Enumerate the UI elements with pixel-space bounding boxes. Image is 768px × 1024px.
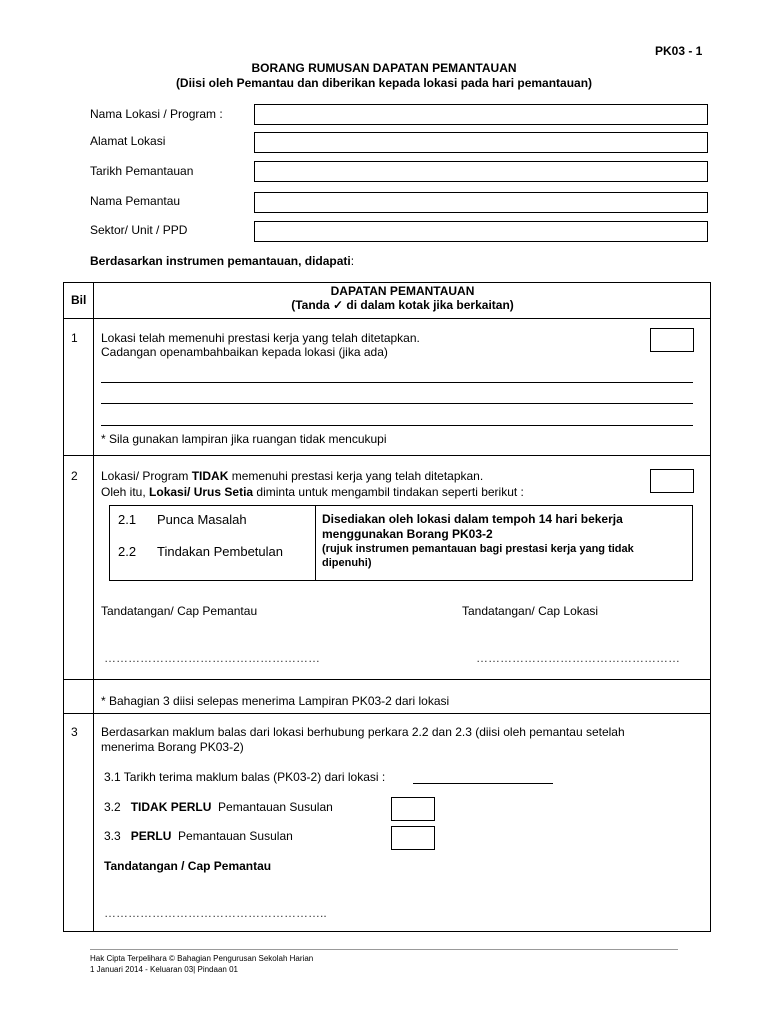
feedback-date-field[interactable] (413, 783, 553, 784)
item-3-3-label: 3.3 PERLU Pemantauan Susulan (104, 829, 293, 843)
column-header-instruction: (Tanda ✓ di dalam kotak jika berkaitan) (291, 298, 514, 312)
field-label-sektor: Sektor/ Unit / PPD (90, 223, 188, 237)
row-2-number: 2 (71, 469, 78, 483)
row-divider-2 (63, 679, 711, 680)
row-1-note: * Sila gunakan lampiran jika ruangan tidak mencukupi (101, 432, 387, 446)
signature-label-pemantau-3: Tandatangan / Cap Pemantau (104, 859, 272, 873)
column-header-dapatan: DAPATAN PEMANTAUAN (330, 284, 475, 298)
action-box-divider (315, 505, 316, 581)
column-header-bil: Bil (71, 293, 87, 307)
item-3-1-label: 3.1 Tarikh terima maklum balas (PK03-2) dari lokasi : (104, 770, 386, 784)
signature-line-pemantau-3[interactable]: ……………………………………………….. (104, 906, 327, 920)
footer-divider (90, 949, 678, 950)
suggestion-line-2[interactable] (101, 403, 693, 404)
footer-copyright: Hak Cipta Terpelihara © Bahagian Pengurusan Sekolah Harian (90, 954, 314, 963)
row-3-text-line1: Berdasarkan maklum balas dari lokasi berhubung perkara 2.2 dan 2.3 (diisi oleh pemantau setelah (101, 725, 625, 739)
perlu-checkbox[interactable] (391, 826, 435, 850)
item-2-1-label: Punca Masalah (157, 512, 247, 527)
signature-line-pemantau[interactable]: ……………………………………………… (104, 651, 320, 665)
signature-label-lokasi: Tandatangan/ Cap Lokasi (462, 604, 599, 618)
instruction-line-3: (rujuk instrumen pemantauan bagi prestasi kerja yang tidak (322, 543, 634, 555)
alamat-lokasi-field[interactable] (254, 132, 708, 153)
suggestion-line-3[interactable] (101, 425, 693, 426)
item-2-1-number: 2.1 (118, 512, 137, 527)
suggestion-line-1[interactable] (101, 382, 693, 383)
table-column-divider (93, 282, 94, 932)
sektor-unit-ppd-field[interactable] (254, 221, 708, 242)
part-3-note: * Bahagian 3 diisi selepas menerima Lampiran PK03-2 dari lokasi (101, 694, 450, 708)
check-mark-icon: ✓ (332, 298, 344, 312)
instruction-line-1: Disediakan oleh lokasi dalam tempoh 14 hari bekerja (322, 512, 623, 526)
nama-pemantau-field[interactable] (254, 192, 708, 213)
signature-line-lokasi[interactable]: …………………………………………… (476, 651, 680, 665)
row-1-checkbox[interactable] (650, 328, 694, 352)
instruction-line-2: menggunakan Borang PK03-2 (322, 527, 493, 541)
table-header-divider (63, 318, 711, 319)
field-label-tarikh-pemantauan: Tarikh Pemantauan (90, 164, 194, 178)
row-1-text-line2: Cadangan openambahbaikan kepada lokasi (jika ada) (101, 345, 388, 359)
item-3-2-label: 3.2 TIDAK PERLU Pemantauan Susulan (104, 800, 333, 814)
form-subtitle: (Diisi oleh Pemantau dan diberikan kepada lokasi pada hari pemantauan) (175, 76, 593, 90)
nama-lokasi-field[interactable] (254, 104, 708, 125)
row-2-text-line2: Oleh itu, Lokasi/ Urus Setia diminta untuk mengambil tindakan seperti berikut : (101, 485, 524, 499)
row-1-text-line1: Lokasi telah memenuhi prestasi kerja yang telah ditetapkan. (101, 331, 420, 345)
tarikh-pemantauan-field[interactable] (254, 161, 708, 182)
row-2-checkbox[interactable] (650, 469, 694, 493)
field-label-alamat-lokasi: Alamat Lokasi (90, 134, 166, 148)
document-code: PK03 - 1 (655, 44, 703, 58)
row-divider-1 (63, 455, 711, 456)
row-2-text-line1: Lokasi/ Program TIDAK memenuhi prestasi kerja yang telah ditetapkan. (101, 469, 484, 483)
field-label-nama-pemantau: Nama Pemantau (90, 194, 181, 208)
item-2-2-number: 2.2 (118, 544, 137, 559)
item-2-2-label: Tindakan Pembetulan (157, 544, 283, 559)
signature-label-pemantau: Tandatangan/ Cap Pemantau (101, 604, 258, 618)
tidak-perlu-checkbox[interactable] (391, 797, 435, 821)
intro-text: Berdasarkan instrumen pemantauan, didapati: (90, 254, 355, 268)
footer-version: 1 Januari 2014 - Keluaran 03| Pindaan 01 (90, 965, 238, 974)
instruction-line-4: dipenuhi) (322, 557, 372, 569)
row-1-number: 1 (71, 331, 78, 345)
row-3-number: 3 (71, 725, 78, 739)
row-divider-3 (63, 713, 711, 714)
field-label-nama-lokasi: Nama Lokasi / Program : (90, 107, 223, 121)
row-3-text-line2: menerima Borang PK03-2) (101, 740, 244, 754)
form-title: BORANG RUMUSAN DAPATAN PEMANTAUAN (251, 61, 517, 75)
